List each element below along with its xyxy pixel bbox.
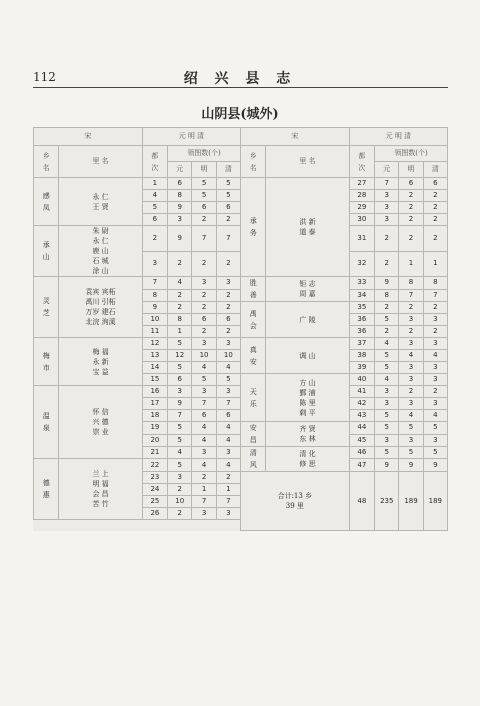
du-number: 12 [142,338,167,350]
tu-yuan: 3 [168,214,192,226]
tu-qing: 6 [216,410,240,422]
du-number: 36 [349,314,374,326]
tu-yuan: 9 [168,398,192,410]
du-number: 44 [349,422,374,435]
total-qing: 189 [423,472,447,531]
xiang-name: 感 凤 [34,178,59,226]
li-names: 梅 福 永 新 宝 益 [59,338,142,386]
tu-qing: 3 [216,447,240,459]
tu-yuan: 9 [375,459,399,472]
tu-ming: 5 [399,422,423,435]
header-qing: 清 [216,162,240,178]
tu-ming: 10 [192,350,216,362]
tu-ming: 5 [399,447,423,459]
du-number: 14 [142,362,167,374]
tu-yuan: 5 [168,422,192,435]
tu-qing: 4 [216,362,240,374]
tu-ming: 4 [192,459,216,472]
du-number: 36 [349,326,374,338]
du-number: 47 [349,459,374,472]
li-names: 怀 信 兴 德 崇 业 [59,386,142,459]
du-number: 25 [142,496,167,508]
tu-qing: 3 [423,362,447,374]
tu-ming: 3 [399,434,423,447]
du-number: 2 [142,226,167,252]
du-number: 35 [349,302,374,314]
xiang-name: 真 安 [240,338,265,374]
table-title: 山阴县(城外) [201,107,279,122]
tu-yuan: 4 [168,447,192,459]
du-number: 20 [142,434,167,447]
tu-ming: 4 [192,422,216,435]
du-number: 38 [349,350,374,362]
du-number: 15 [142,374,167,386]
tu-ming: 3 [192,386,216,398]
tu-qing: 3 [423,338,447,350]
table-row [34,338,448,350]
tu-qing: 2 [423,214,447,226]
li-names: 清 化 修 思 [266,447,349,472]
tu-yuan: 6 [168,178,192,190]
tu-ming: 3 [192,277,216,290]
tu-qing: 4 [423,350,447,362]
total-ming: 189 [399,472,423,531]
tu-qing: 4 [216,422,240,435]
tu-ming: 2 [192,214,216,226]
tu-ming: 5 [192,190,216,202]
tu-qing: 3 [216,338,240,350]
tu-ming: 3 [192,508,216,520]
tu-qing: 2 [216,289,240,302]
tu-qing: 5 [423,422,447,435]
du-number: 24 [142,484,167,496]
du-number: 46 [349,447,374,459]
tu-ming: 6 [192,410,216,422]
du-number: 1 [142,178,167,190]
tu-qing: 2 [216,472,240,484]
tu-yuan: 3 [168,386,192,398]
tu-yuan: 5 [375,447,399,459]
tu-qing: 4 [216,459,240,472]
header-xiang: 乡 名 [34,146,59,178]
xiang-name: 梅 市 [34,338,59,386]
tu-ming: 7 [399,289,423,302]
table-body [34,128,448,531]
header-du: 都 次 [142,146,167,178]
tu-qing: 6 [216,202,240,214]
tu-yuan: 3 [375,214,399,226]
tu-yuan: 8 [168,190,192,202]
header-yuan: 元 [168,162,192,178]
tu-yuan: 12 [168,350,192,362]
tu-ming: 7 [192,226,216,252]
tu-qing: 1 [423,251,447,277]
tu-qing: 2 [216,302,240,314]
tu-yuan: 3 [375,190,399,202]
tu-ming: 5 [192,374,216,386]
header-yuan: 元 [375,162,399,178]
li-names: 朱 尉 永 仁 鹿 山 石 城 涂 山 [59,226,142,277]
header-song: 宋 [240,128,349,146]
du-number: 3 [142,251,167,277]
tu-ming: 3 [399,398,423,410]
xiang-name: 天 乐 [240,374,265,422]
page-number: 112 [33,70,56,84]
tu-qing: 2 [423,202,447,214]
du-number: 9 [142,302,167,314]
xiang-name: 清 风 [240,447,265,472]
tu-yuan: 2 [168,251,192,277]
li-names: 袁宾 宾柘 禹川 引柘 万岁 建石 北浣 洵溪 [59,277,142,338]
du-number: 23 [142,472,167,484]
tu-ming: 3 [399,362,423,374]
tu-yuan: 5 [375,314,399,326]
tu-yuan: 5 [168,362,192,374]
tu-ming: 2 [399,302,423,314]
tu-yuan: 3 [375,398,399,410]
du-number: 30 [349,214,374,226]
du-number: 5 [142,202,167,214]
tu-qing: 5 [423,447,447,459]
tu-qing: 5 [216,190,240,202]
tu-yuan: 4 [375,374,399,386]
tu-yuan: 8 [168,314,192,326]
tu-qing: 5 [216,178,240,190]
header-yuan-ming-qing: 元 明 清 [142,128,240,146]
tu-qing: 2 [216,251,240,277]
tu-yuan: 2 [168,289,192,302]
tu-qing: 3 [423,314,447,326]
tu-qing: 3 [216,508,240,520]
tu-ming: 2 [192,302,216,314]
du-number: 19 [142,422,167,435]
du-number: 41 [349,386,374,398]
tu-qing: 5 [216,374,240,386]
du-number: 32 [349,251,374,277]
du-number: 43 [349,410,374,422]
county-table [33,127,448,531]
tu-yuan: 5 [375,362,399,374]
du-number: 10 [142,314,167,326]
tu-qing: 1 [216,484,240,496]
tu-ming: 9 [399,459,423,472]
tu-yuan: 2 [168,484,192,496]
tu-yuan: 4 [168,277,192,290]
du-number: 39 [349,362,374,374]
tu-yuan: 5 [168,459,192,472]
tu-ming: 1 [192,484,216,496]
tu-yuan: 2 [168,302,192,314]
tu-ming: 2 [399,226,423,252]
li-names: 调 山 [266,338,349,374]
running-title: 绍 兴 县 志 [183,71,297,87]
tu-ming: 6 [399,178,423,190]
tu-ming: 7 [192,398,216,410]
header-song: 宋 [34,128,143,146]
du-number: 13 [142,350,167,362]
tu-qing: 2 [423,302,447,314]
tu-qing: 3 [423,374,447,386]
tu-ming: 4 [399,410,423,422]
table-row [34,178,448,190]
du-number: 34 [349,289,374,302]
tu-yuan: 5 [168,434,192,447]
du-number: 6 [142,214,167,226]
tu-qing: 7 [216,226,240,252]
tu-yuan: 3 [168,472,192,484]
tu-yuan: 2 [375,226,399,252]
tu-yuan: 5 [375,422,399,435]
tu-yuan: 2 [375,326,399,338]
header-rule [33,87,448,88]
du-number: 28 [349,190,374,202]
du-number: 40 [349,374,374,386]
tu-qing: 3 [216,386,240,398]
tu-qing: 6 [423,178,447,190]
header-tu: 领图数(个) [168,146,241,162]
tu-ming: 2 [399,214,423,226]
xiang-name: 安 昌 [240,422,265,447]
tu-yuan: 10 [168,496,192,508]
tu-qing: 2 [216,214,240,226]
tu-qing: 4 [423,410,447,422]
du-number: 11 [142,326,167,338]
tu-yuan: 9 [168,202,192,214]
tu-yuan: 5 [375,410,399,422]
tu-qing: 2 [423,190,447,202]
du-number: 7 [142,277,167,290]
table-row [34,277,448,290]
header-li: 里 名 [266,146,349,178]
tu-yuan: 5 [168,338,192,350]
tu-yuan: 2 [168,508,192,520]
du-number: 29 [349,202,374,214]
tu-qing: 7 [216,496,240,508]
xiang-name: 胜 善 [240,277,265,302]
tu-ming: 3 [399,374,423,386]
du-number: 16 [142,386,167,398]
du-number: 27 [349,178,374,190]
tu-yuan: 2 [375,251,399,277]
du-number: 17 [142,398,167,410]
du-number: 42 [349,398,374,410]
tu-ming: 2 [399,386,423,398]
header-ming: 明 [399,162,423,178]
tu-qing: 7 [216,398,240,410]
du-number: 21 [142,447,167,459]
header-li: 里 名 [59,146,142,178]
tu-yuan: 7 [168,410,192,422]
tu-ming: 4 [399,350,423,362]
tu-yuan: 4 [375,338,399,350]
li-names: 齐 贤 东 林 [266,422,349,447]
total-label: 合计:13 乡 39 里 [240,472,349,531]
tu-ming: 2 [192,326,216,338]
tu-yuan: 2 [375,302,399,314]
header-xiang: 乡 名 [240,146,265,178]
tu-qing: 8 [423,277,447,290]
tu-yuan: 3 [375,434,399,447]
header-qing: 清 [423,162,447,178]
du-number: 22 [142,459,167,472]
tu-qing: 9 [423,459,447,472]
tu-ming: 8 [399,277,423,290]
tu-qing: 3 [423,398,447,410]
tu-qing: 7 [423,289,447,302]
tu-ming: 2 [399,326,423,338]
xiang-name: 德 惠 [34,459,59,520]
xiang-name: 温 泉 [34,386,59,459]
du-number: 45 [349,434,374,447]
tu-ming: 3 [192,338,216,350]
header-du: 都 次 [349,146,374,178]
header-ming: 明 [192,162,216,178]
header-row [34,128,448,146]
tu-yuan: 7 [375,178,399,190]
header-tu: 领图数(个) [375,146,448,162]
du-number: 26 [142,508,167,520]
tu-qing: 6 [216,314,240,326]
tu-yuan: 9 [375,277,399,290]
li-names: 方 山 鄞 浦 陈 里 剩 平 [266,374,349,422]
tu-qing: 3 [216,277,240,290]
tu-ming: 6 [192,202,216,214]
total-du: 48 [349,472,374,531]
tu-ming: 7 [192,496,216,508]
li-names: 兰 上 明 福 会 昌 苦 竹 [59,459,142,520]
du-number: 8 [142,289,167,302]
header-row [34,146,448,162]
tu-ming: 6 [192,314,216,326]
tu-ming: 3 [399,338,423,350]
tu-ming: 5 [192,178,216,190]
li-names: 钜 志 周 嘉 [266,277,349,302]
tu-ming: 2 [192,289,216,302]
tu-yuan: 3 [375,386,399,398]
xiang-name: 灵 芝 [34,277,59,338]
tu-ming: 2 [192,251,216,277]
du-number: 33 [349,277,374,290]
tu-ming: 4 [192,362,216,374]
tu-ming: 3 [399,314,423,326]
du-number: 4 [142,190,167,202]
xiang-name: 禹 会 [240,302,265,338]
xiang-name: 承 山 [34,226,59,277]
tu-yuan: 3 [375,202,399,214]
tu-ming: 2 [399,190,423,202]
tu-qing: 2 [423,326,447,338]
tu-yuan: 1 [168,326,192,338]
tu-qing: 10 [216,350,240,362]
tu-yuan: 5 [375,350,399,362]
tu-ming: 1 [399,251,423,277]
li-names: 广 陵 [266,302,349,338]
tu-qing: 4 [216,434,240,447]
li-names: 永 仁 王 贤 [59,178,142,226]
tu-ming: 4 [192,434,216,447]
tu-ming: 3 [192,447,216,459]
header-yuan-ming-qing: 元 明 清 [349,128,447,146]
tu-yuan: 6 [168,374,192,386]
tu-qing: 2 [423,386,447,398]
tu-ming: 2 [399,202,423,214]
total-yuan: 235 [375,472,399,531]
tu-qing: 3 [423,434,447,447]
tu-ming: 2 [192,472,216,484]
du-number: 31 [349,226,374,252]
tu-qing: 2 [216,326,240,338]
tu-yuan: 8 [375,289,399,302]
tu-qing: 2 [423,226,447,252]
li-names: 洪 新 道 泰 [266,178,349,277]
du-number: 37 [349,338,374,350]
du-number: 18 [142,410,167,422]
xiang-name: 承 务 [240,178,265,277]
tu-yuan: 9 [168,226,192,252]
